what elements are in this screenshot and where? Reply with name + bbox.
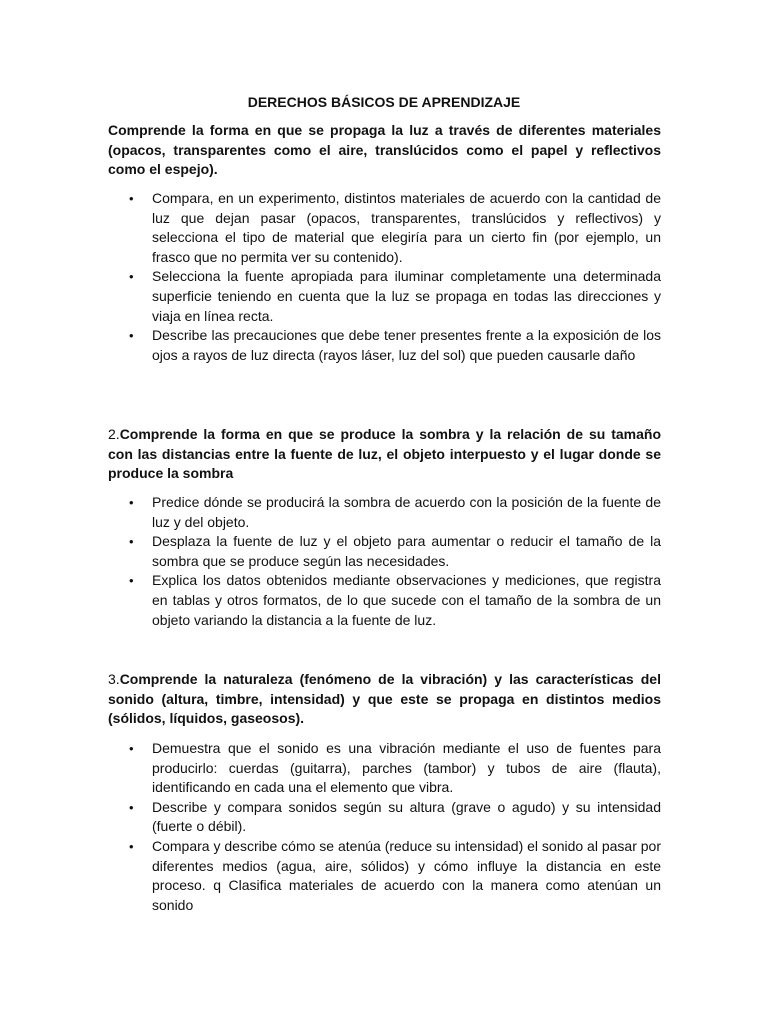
list-item-text: Desplaza la fuente de luz y el objeto para aumentar o reducir el tamaño de la sombra que se produce según las necesidades. bbox=[152, 533, 661, 569]
list-item bbox=[108, 571, 661, 630]
bullet-icon: • bbox=[129, 741, 134, 756]
section-3-heading bbox=[108, 670, 661, 729]
list-item-text: Selecciona la fuente apropiada para iluminar completamente una determinada superficie teniendo en cuenta que la luz se propaga en todas las direcciones y viaja en línea recta. bbox=[152, 268, 661, 324]
section-1-heading-text: Comprende la forma en que se propaga la luz a través de diferentes materiales (opacos, transparentes como el aire, translúcidos como el papel y reflectivos como el espejo). bbox=[108, 122, 661, 177]
list-item-text: Demuestra que el sonido es una vibración mediante el uso de fuentes para producirlo: cuerdas (guitarra), parches (tambor) y tubos de aire (flauta), identificando en cada una el elemento que vibra. bbox=[152, 740, 661, 796]
section-2-heading-text: Comprende la forma en que se produce la sombra y la relación de su tamaño con las distancias entre la fuente de luz, el objeto interpuesto y el lugar donde se produce la sombra bbox=[108, 426, 661, 481]
bullet-icon: • bbox=[129, 191, 134, 206]
list-item-text: Describe y compara sonidos según su altura (grave o agudo) y su intensidad (fuerte o débil). bbox=[152, 798, 661, 835]
section-2-bullet-list bbox=[108, 493, 661, 630]
bullet-icon: • bbox=[129, 799, 134, 815]
section-3-bullet-list bbox=[108, 739, 661, 915]
list-item-text: Predice dónde se producirá la sombra de acuerdo con la posición de la fuente de luz y del objeto. bbox=[152, 494, 661, 530]
list-item bbox=[108, 326, 661, 365]
bullet-icon: • bbox=[129, 328, 134, 344]
list-item bbox=[108, 798, 661, 837]
list-item bbox=[108, 532, 661, 571]
section-2-number: 2. bbox=[108, 426, 120, 442]
section-1-bullet-list bbox=[108, 189, 661, 365]
list-item bbox=[108, 739, 661, 798]
list-item-text: Describe las precauciones que debe tener presentes frente a la exposición de los ojos a rayos de luz directa (rayos láser, luz del sol) que pueden causarle daño bbox=[152, 327, 661, 363]
bullet-icon: • bbox=[129, 573, 134, 589]
bullet-icon: • bbox=[129, 269, 134, 285]
list-item-text: Compara, en un experimento, distintos materiales de acuerdo con la cantidad de luz que dejan pasar (opacos, transparentes, translúcidos y reflectivos) y selecciona el tipo de material que elegiría para un cierto fin (por ejemplo, un frasco que no permita ver su contenido). bbox=[152, 190, 661, 265]
section-3-number: 3. bbox=[108, 671, 120, 687]
section-3-heading-text: Comprende la naturaleza (fenómeno de la vibración) y las características del sonido (altura, timbre, intensidad) y que este se propaga en distintos medios (sólidos, líquidos, gaseosos). bbox=[108, 671, 661, 726]
bullet-icon: • bbox=[129, 495, 134, 510]
section-1-heading bbox=[108, 121, 661, 180]
bullet-icon: • bbox=[129, 838, 134, 854]
list-item bbox=[108, 189, 661, 267]
list-item-text: Compara y describe cómo se atenúa (reduce su intensidad) el sonido al pasar por diferentes medios (agua, aire, sólidos) y cómo influye la distancia en este proceso. q Clasifica materiales de acuerdo con la manera como atenúan un sonido bbox=[152, 837, 661, 913]
bullet-icon: • bbox=[129, 534, 134, 550]
list-item-text: Explica los datos obtenidos mediante observaciones y mediciones, que registra en tablas y otros formatos, de lo que sucede con el tamaño de la sombra de un objeto variando la distancia a la fuente de luz. bbox=[152, 572, 661, 628]
list-item bbox=[108, 493, 661, 532]
section-2-heading bbox=[108, 425, 661, 484]
document-title: DERECHOS BÁSICOS DE APRENDIZAJE bbox=[247, 94, 521, 110]
list-item bbox=[108, 837, 661, 915]
list-item bbox=[108, 267, 661, 326]
